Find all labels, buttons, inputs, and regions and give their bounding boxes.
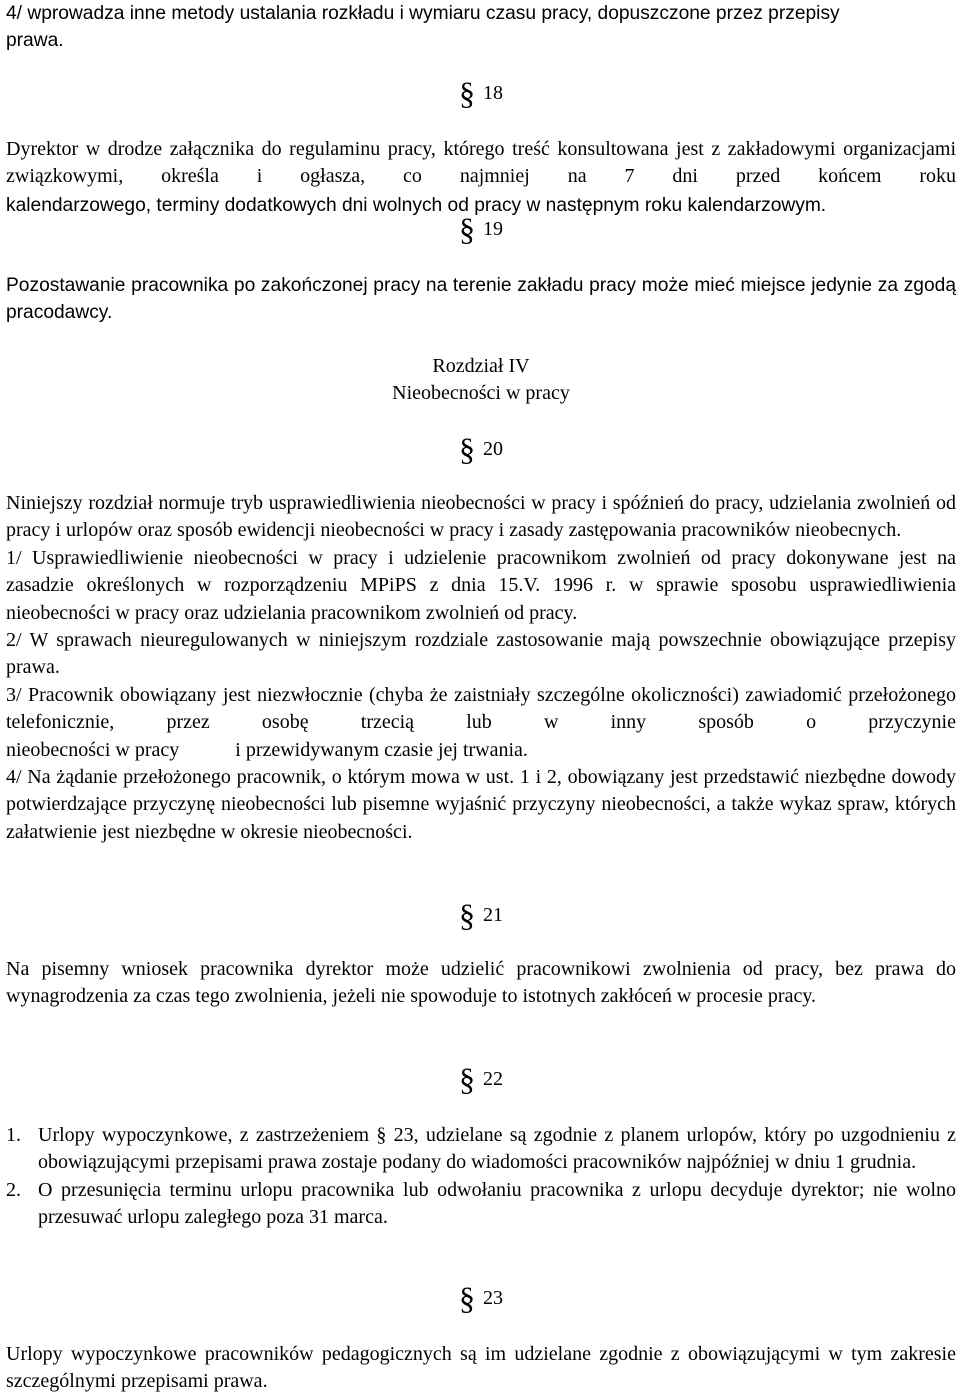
section-sign-icon: § — [459, 1061, 475, 1097]
list-item — [6, 1122, 956, 1177]
list-item-number: 1. — [6, 1124, 21, 1146]
section-18-body — [6, 136, 956, 191]
section-20-heading — [6, 431, 956, 467]
section-number: 18 — [483, 82, 503, 104]
paragraph-line: prawa. — [6, 30, 64, 52]
section-sign-icon: § — [459, 75, 475, 111]
chapter-heading — [6, 353, 956, 408]
paragraph-intro: Niniejszy rozdział normuje tryb usprawiedliwienia nieobecności w pracy i spóźnień do pracy, udzielania zwolnień od pracy i urlopów oraz sposób ewidencji nieobecności w pracy i zasady zastępowania pracowników nieobecnych. — [6, 492, 956, 542]
section-23-heading — [6, 1280, 956, 1316]
section-22-heading — [6, 1061, 956, 1097]
paragraph-point-3: 3/ Pracownik obowiązany jest niezwłocznie (chyba że zaistniały szczególne okoliczności) zawiadomić przełożonego telefonicznie, przez osobę trzecią lub w inny sposób o przyczynie — [6, 683, 956, 734]
list-item — [6, 1177, 956, 1232]
section-sign-icon: § — [459, 211, 475, 247]
chapter-subtitle: Nieobecności w pracy — [392, 382, 570, 405]
section-sign-icon: § — [459, 897, 475, 933]
list-item-text: O przesunięcia terminu urlopu pracownika lub odwołaniu pracownika z urlopu decyduje dyrektor; nie wolno przesuwać urlopu zaległego poza 31 marca. — [38, 1178, 956, 1229]
paragraph-text: Na pisemny wniosek pracownika dyrektor może udzielić pracownikowi zwolnienia od pracy, bez prawa do wynagrodzenia za czas tego zwolnienia, jeżeli nie spowoduje to istotnych zakłóceń w procesie pracy. — [6, 958, 956, 1008]
paragraph-point-1: 1/ Usprawiedliwienie nieobecności w pracy i udzielenie pracownikom zwolnień od pracy dokonywane jest na zasadzie określonych w rozporządzeniu MPiPS z dnia 15.V. 1996 r. w sprawie sposobu usprawiedliwienia nieobecności w pracy oraz udzielania pracownikom zwolnień od pracy. — [6, 546, 956, 624]
paragraph-point-3-end — [6, 737, 956, 764]
section-21-body — [6, 956, 956, 1011]
section-23-body — [6, 1341, 956, 1396]
section-sign-icon: § — [459, 1280, 475, 1316]
paragraph-line: 4/ wprowadza inne metody ustalania rozkładu i wymiaru czasu pracy, dopuszczone przez przepisy — [6, 3, 840, 24]
paragraph-text: kalendarzowego, terminy dodatkowych dni wolnych od pracy w następnym roku kalendarzowym. — [6, 195, 827, 216]
section-19-body — [6, 272, 956, 327]
section-21-heading — [6, 897, 956, 933]
section-number: 22 — [483, 1068, 503, 1090]
section-number: 20 — [483, 438, 503, 460]
section-18-heading — [6, 75, 956, 111]
paragraph-4-methods — [6, 0, 956, 55]
paragraph-fragment: i przewidywanym czasie jej trwania. — [235, 738, 528, 761]
paragraph-text: Urlopy wypoczynkowe pracowników pedagogicznych są im udzielane zgodnie z obowiązującymi w tym zakresie szczególnymi przepisami prawa. — [6, 1343, 956, 1393]
paragraph-point-4: 4/ Na żądanie przełożonego pracownik, o którym mowa w ust. 1 i 2, obowiązany jest przedstawić niezbędne dowody potwierdzające przyczynę nieobecności lub pisemne wyjaśnić przyczyny nieobecności, a także wykaz spraw, których załatwienie jest niezbędne w okresie nieobecności. — [6, 766, 956, 843]
section-number: 21 — [483, 904, 503, 926]
list-item-text: Urlopy wypoczynkowe, z zastrzeżeniem § 23, udzielane są zgodnie z planem urlopów, który po uzgodnieniu z obowiązującymi przepisami prawa zostaje podany do wiadomości pracowników najpóźniej w dniu 1 grudnia. — [38, 1124, 956, 1174]
chapter-title: Rozdział IV — [432, 355, 530, 377]
list-item-number: 2. — [6, 1178, 21, 1201]
section-20-body — [6, 490, 956, 846]
section-number: 23 — [483, 1287, 503, 1309]
section-19-heading — [6, 211, 956, 247]
paragraph-text: Pozostawanie pracownika po zakończonej pracy na terenie zakładu pracy może mieć miejsce jedynie za zgodą pracodawcy. — [6, 275, 956, 324]
paragraph-text: Dyrektor w drodze załącznika do regulaminu pracy, którego treść konsultowana jest z zakładowymi organizacjami związkowymi, określa i ogłasza, co najmniej na 7 dni przed końcem roku — [6, 138, 956, 188]
section-sign-icon: § — [459, 431, 475, 467]
section-22-body — [6, 1122, 956, 1232]
paragraph-fragment: nieobecności w pracy — [6, 738, 180, 761]
section-number: 19 — [483, 218, 503, 240]
paragraph-point-2: 2/ W sprawach nieuregulowanych w niniejszym rozdziale zastosowanie mają powszechnie obowiązujące przepisy prawa. — [6, 629, 956, 679]
